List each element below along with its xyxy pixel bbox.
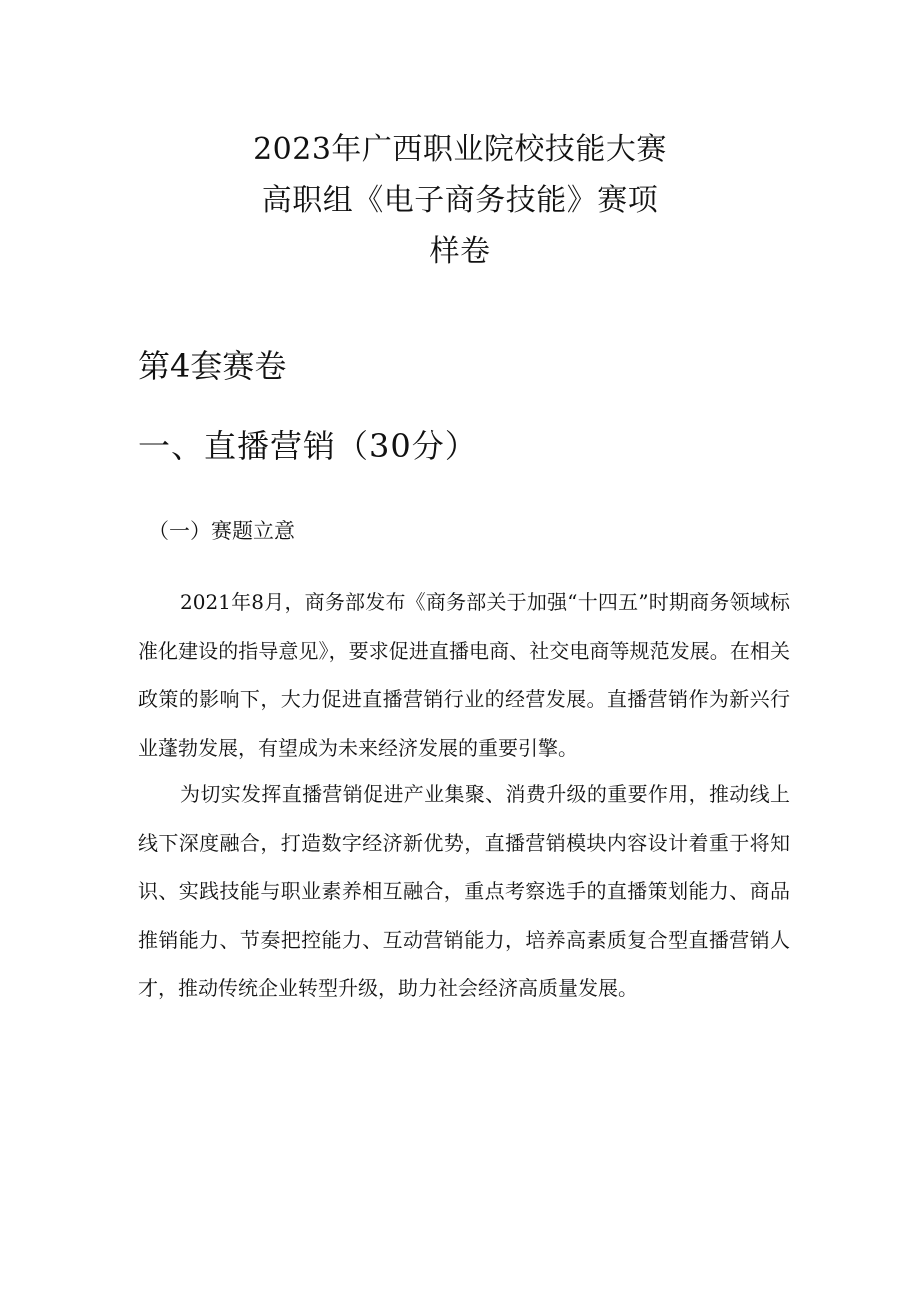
title-line-event: 高职组《电子商务技能》赛项	[261, 183, 659, 218]
title-line-competition: 2023年广西职业院校技能大赛	[253, 132, 667, 167]
sub-heading: （一）赛题立意	[148, 519, 295, 543]
section-heading: 一、直播营销（30分）	[138, 427, 478, 465]
title-line-sample: 样卷	[429, 234, 491, 269]
body-paragraph-2: 为切实发挥直播营销促进产业集聚、消费升级的重要作用，推动线上线下深度融合，打造数字经济新优势，直播营销模块内容设计着重于将知识、实践技能与职业素养相互融合，重点考察选手的直播策划能力、商品推销能力、节奏把控能力、互动营销能力，培养高素质复合型直播营销人才，推动传统企业转型升级，助力社会经济高质量发展。	[138, 782, 790, 1001]
document-title	[0, 124, 920, 277]
body-paragraph-1: 2021年8月，商务部发布《商务部关于加强“十四五”时期商务领域标准化建设的指导意见》，要求促进直播电商、社交电商等规范发展。在相关政策的影响下，大力促进直播营销行业的经营发展。直播营销作为新兴行业蓬勃发展，有望成为未来经济发展的重要引擎。	[138, 590, 790, 760]
set-heading: 第4套赛卷	[138, 347, 287, 385]
